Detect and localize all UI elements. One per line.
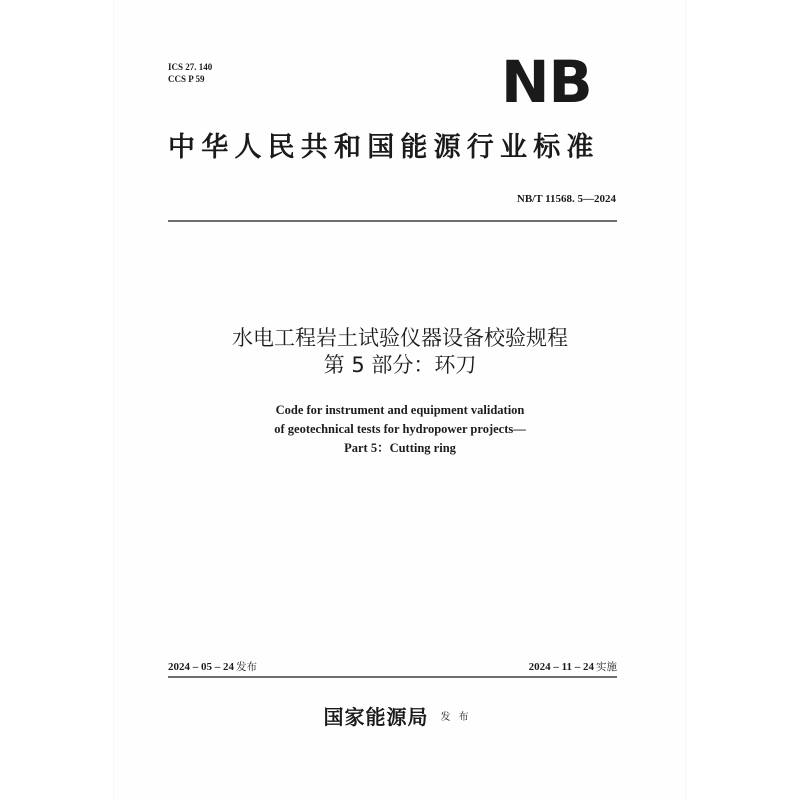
english-title-line-3: Part 5：Cutting ring <box>344 441 456 455</box>
ics-code: ICS 27. 140 <box>168 62 213 72</box>
classification-codes <box>168 61 212 85</box>
standard-number: NB/T 11568. 5—2024 <box>516 193 616 205</box>
publisher <box>168 701 632 730</box>
implementation-date-value: 2024 – 11 – 24 <box>528 661 594 673</box>
publisher-name: 国家能源局 <box>323 705 429 729</box>
publisher-action: 发布 <box>440 712 477 723</box>
nb-logo: NB <box>501 48 592 116</box>
organization-title: 中华人民共和国能源行业标准 <box>168 132 600 163</box>
implementation-date <box>529 660 617 674</box>
chinese-title-line-2: 第 5 部分：环刀 <box>323 353 477 377</box>
english-title <box>168 401 632 458</box>
issue-date-value: 2024 – 05 – 24 <box>168 661 234 673</box>
standard-cover-page <box>114 0 685 800</box>
top-divider <box>168 220 617 222</box>
bottom-divider <box>168 676 617 678</box>
implementation-date-label: 实施 <box>596 661 617 673</box>
issue-date-label: 发布 <box>236 661 257 673</box>
issue-date <box>168 660 257 674</box>
english-title-line-1: Code for instrument and equipment validation <box>275 403 525 417</box>
chinese-title-line-1: 水电工程岩土试验仪器设备校验规程 <box>232 326 568 350</box>
ccs-code: CCS P 59 <box>168 74 205 84</box>
english-title-line-2: of geotechnical tests for hydropower projects— <box>274 422 526 436</box>
